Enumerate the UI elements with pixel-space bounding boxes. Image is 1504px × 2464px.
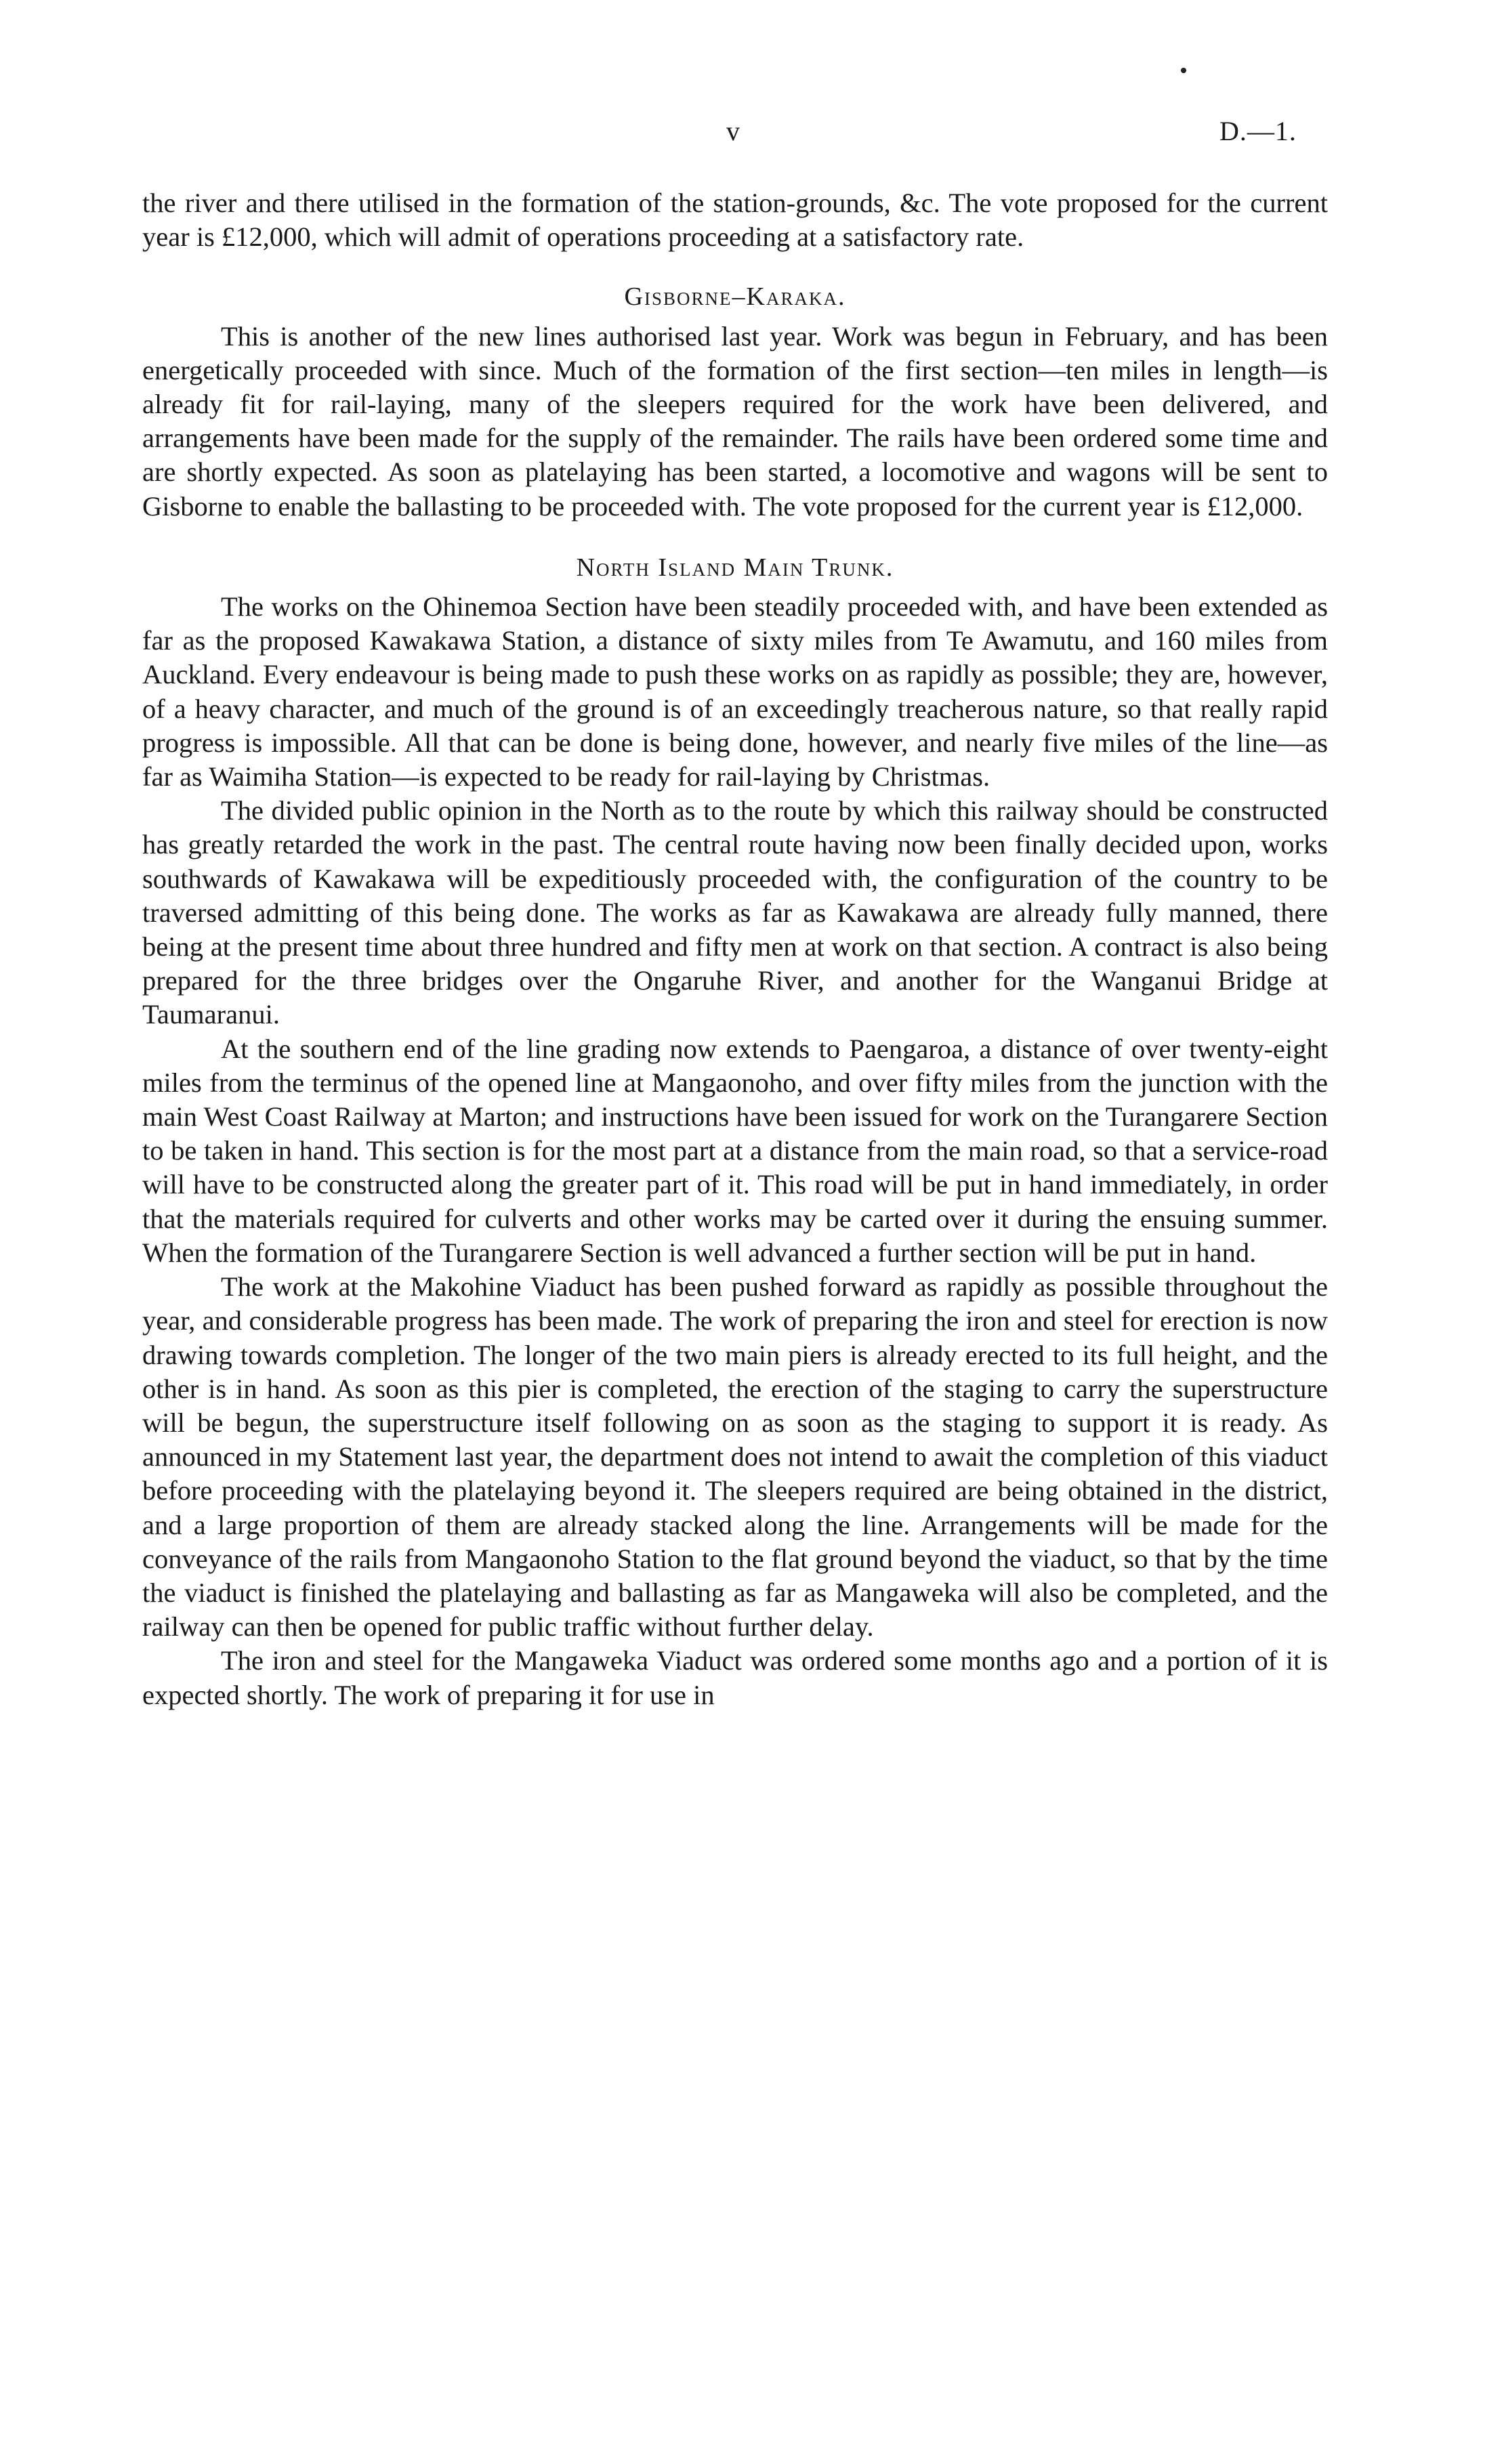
paragraph: At the southern end of the line grading now extends to Paengaroa, a distance of over twenty-eight miles from the terminus of the opened line at Mangaonoho, and over fifty miles from the junction with the main West Coast Railway at Marton; and instructions have been issued for work on the Turangarere Section to be taken in hand. This section is for the most part at a distance from the main road, so that a service-road will have to be constructed along the greater part of it. This road will be put in hand immediately, in order that the materials required for culverts and other works may be carted over it during the ensuing summer. When the formation of the Turangarere Section is well advanced a further section will be put in hand. — [142, 1033, 1328, 1268]
section-heading-gisborne: Gisborne–Karaka. — [624, 282, 846, 312]
page-number: v — [726, 116, 740, 146]
document-reference: D.—1. — [1219, 116, 1297, 146]
page-body — [142, 186, 1328, 1712]
paragraph: The works on the Ohinemoa Section have been steadily proceeded with, and have been extended as far as the proposed Kawakawa Station, a distance of sixty miles from Te Awamutu, and 160 miles from Auckland. Every endeavour is being made to push these works on as rapidly as possible; they are, however, of a heavy character, and much of the ground is of an exceedingly treacherous nature, so that really rapid progress is impossible. All that can be done is being done, however, and nearly five miles of the line—as far as Waimiha Station—is expected to be ready for rail-laying by Christmas. — [142, 591, 1328, 792]
intro-paragraph: the river and there utilised in the formation of the station-grounds, &c. The vote proposed for the current year is £12,000, which will admit of operations proceeding at a satisfactory rate. — [142, 188, 1328, 253]
paragraph: The divided public opinion in the North as to the route by which this railway should be constructed has greatly retarded the work in the past. The central route having now been finally decided upon, works southwards of Kawakawa will be expeditiously proceeded with, the configuration of the country to be traversed admitting of this being done. The works as far as Kawakawa are already fully manned, there being at the present time about three hundred and fifty men at work on that section. A contract is also being prepared for the three bridges over the Ongaruhe River, and another for the Wanganui Bridge at Taumaranui. — [142, 795, 1328, 1030]
paragraph: This is another of the new lines authorised last year. Work was begun in February, and has been energetically proceeded with since. Much of the formation of the first section—ten miles in length—is already fit for rail-laying, many of the sleepers required for the work have been delivered, and arrangements have been made for the supply of the remainder. The rails have been ordered some time and are shortly expected. As soon as platelaying has been started, a locomotive and wagons will be sent to Gisborne to enable the ballasting to be proceeded with. The vote proposed for the current year is £12,000. — [142, 320, 1328, 522]
section-heading-north-island-main-trunk: North Island Main Trunk. — [576, 553, 894, 582]
paragraph: The iron and steel for the Mangaweka Viaduct was ordered some months ago and a portion of it is expected shortly. The work of preparing it for use in — [142, 1645, 1328, 1710]
paragraph: The work at the Makohine Viaduct has been pushed forward as rapidly as possible throughout the year, and considerable progress has been made. The work of preparing the iron and steel for erection is now drawing towards completion. The longer of the two main piers is already erected to its full height, and the other is in hand. As soon as this pier is completed, the erection of the staging to carry the superstructure will be begun, the superstructure itself following on as soon as the staging to support it is ready. As announced in my Statement last year, the department does not intend to await the completion of this viaduct before proceeding with the platelaying beyond it. The sleepers required are being obtained in the district, and a large proportion of them are already stacked along the line. Arrangements will be made for the conveyance of the rails from Mangaonoho Station to the flat ground beyond the viaduct, so that by the time the viaduct is finished the platelaying and ballasting as far as Mangaweka will also be completed, and the railway can then be opened for public traffic without further delay. — [142, 1271, 1328, 1642]
ink-speck — [1181, 68, 1186, 73]
page-header — [0, 115, 1504, 156]
